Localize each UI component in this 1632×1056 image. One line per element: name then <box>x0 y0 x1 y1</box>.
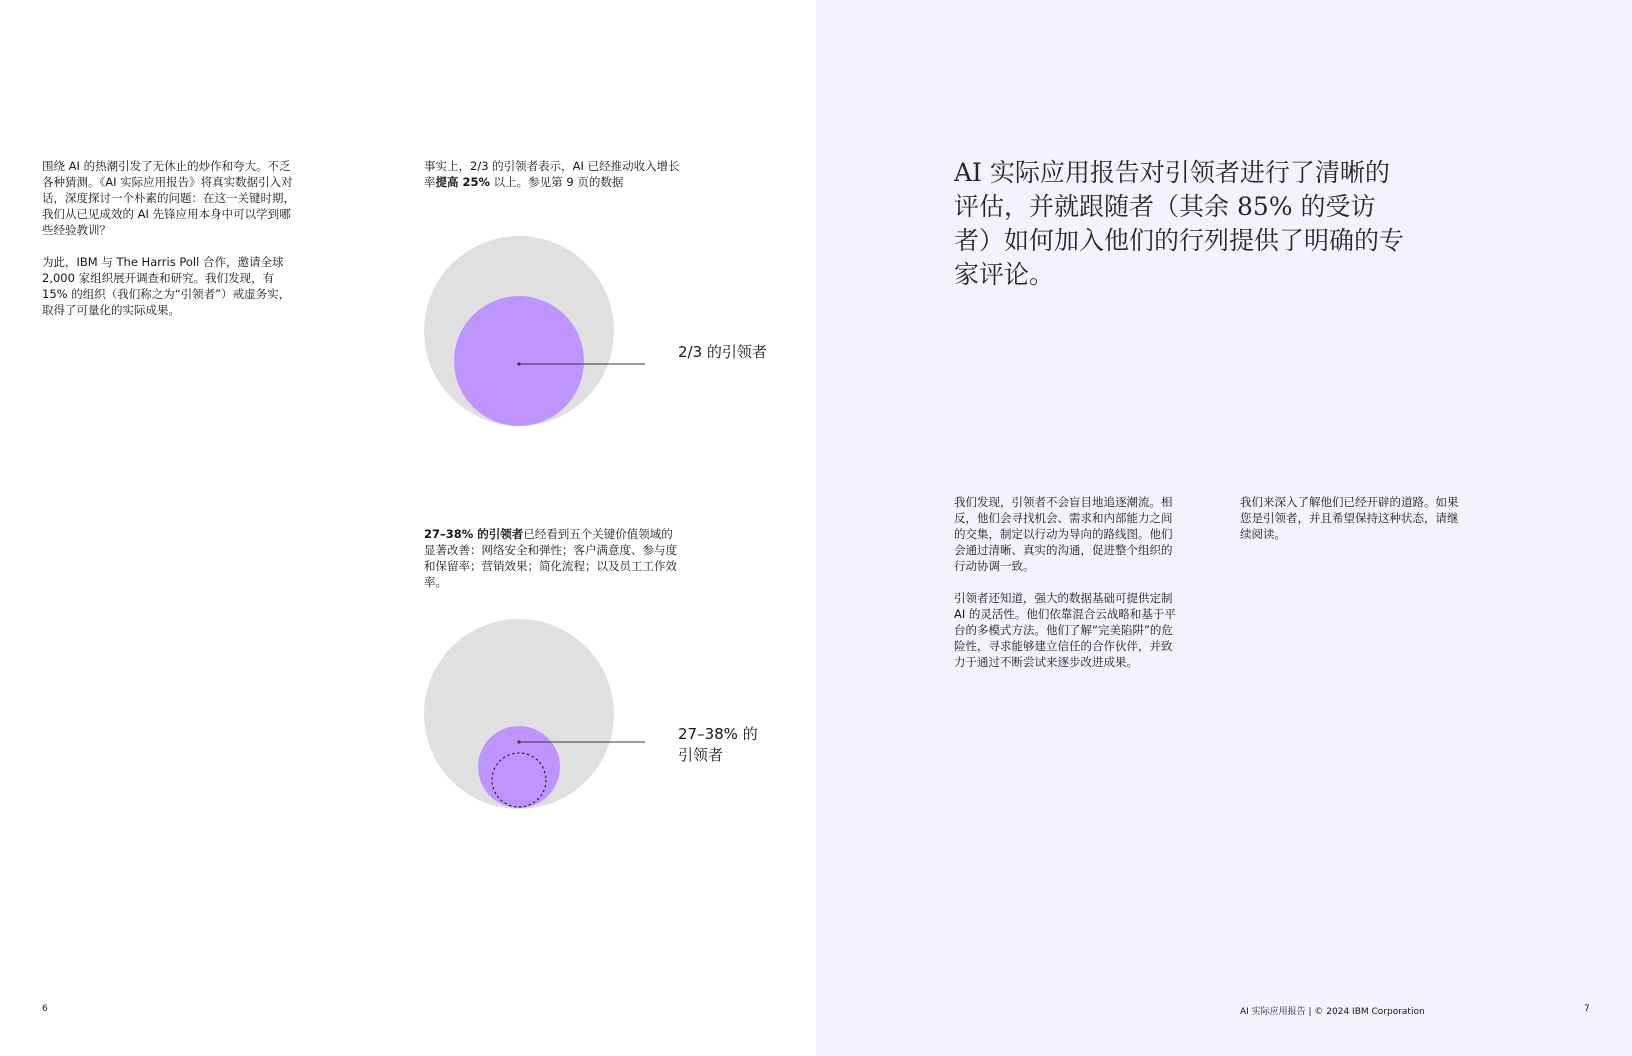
stat1-text-before: 事实上，2/3 的引领者表示，AI 已经推动收入增长率 <box>424 159 680 189</box>
right-page-number: 7 <box>1584 1004 1590 1014</box>
stat1-leader-circle <box>454 296 584 426</box>
stat1-callout: 2/3 的引领者 <box>678 343 767 361</box>
stat2-text-after: 已经看到五个关键价值领域的显著改善：网络安全和弹性；客户满意度、参与度和保留率；营销效果；简化流程；以及员工工作效率。 <box>424 527 677 589</box>
right-column-1 <box>954 494 1180 686</box>
stat2-text <box>424 526 680 590</box>
stat1-text <box>424 158 680 190</box>
stat2-callout <box>678 724 788 766</box>
intro-text <box>42 158 296 334</box>
col1-paragraph-2: 引领者还知道，强大的数据基础可提供定制 AI 的灵活性。他们依靠混合云战略和基于平台的多模式方法。他们了解“完美陷阱”的危险性，寻求能够建立信任的合作伙伴，并致力于通过不断尝试来逐步改进成果。 <box>954 591 1176 669</box>
pull-quote: AI 实际应用报告对引领者进行了清晰的评估，并就跟随者（其余 85% 的受访者）如何加入他们的行列提供了明确的专家评论。 <box>954 158 1405 289</box>
left-page-number: 6 <box>42 1004 48 1014</box>
intro-paragraph-1: 围绕 AI 的热潮引发了无休止的炒作和夸大。不乏各种猜测。《AI 实际应用报告》将真实数据引入对话，深度探讨一个朴素的问题：在这一关键时期，我们从已见成效的 AI 先锋应用本身中可以学到哪些经验教训？ <box>42 159 295 237</box>
stat1-bubble-chart <box>420 232 660 432</box>
col2-paragraph-1: 我们来深入了解他们已经开辟的道路。如果您是引领者，并且希望保持这种状态，请继续阅读。 <box>1240 495 1459 541</box>
stat2-callout-line2: 引领者 <box>678 746 724 764</box>
right-column-2 <box>1240 494 1466 558</box>
col1-paragraph-1: 我们发现，引领者不会盲目地追逐潮流。相反，他们会寻找机会、需求和内部能力之间的交集，制定以行动为导向的路线图。他们会通过清晰、真实的沟通，促进整个组织的行动协调一致。 <box>954 495 1173 573</box>
stat1-text-after: 以上。参见第 9 页的数据 <box>490 175 624 189</box>
stat2-callout-line1: 27–38% 的 <box>678 725 758 743</box>
intro-paragraph-2: 为此，IBM 与 The Harris Poll 合作，邀请全球 2,000 家组织展开调查和研究。我们发现，有 15% 的组织（我们称之为“引领者”）戒虚务实，取得了可量化的实际成果。 <box>42 255 291 317</box>
stat2-bubble-chart <box>420 615 660 815</box>
stat2-upper-range-circle <box>478 726 560 808</box>
footer-copyright: AI 实际应用报告 | © 2024 IBM Corporation <box>1240 1007 1425 1017</box>
stat1-text-bold: 提高 25% <box>435 175 491 189</box>
stat2-text-bold: 27–38% 的引领者 <box>424 527 524 541</box>
